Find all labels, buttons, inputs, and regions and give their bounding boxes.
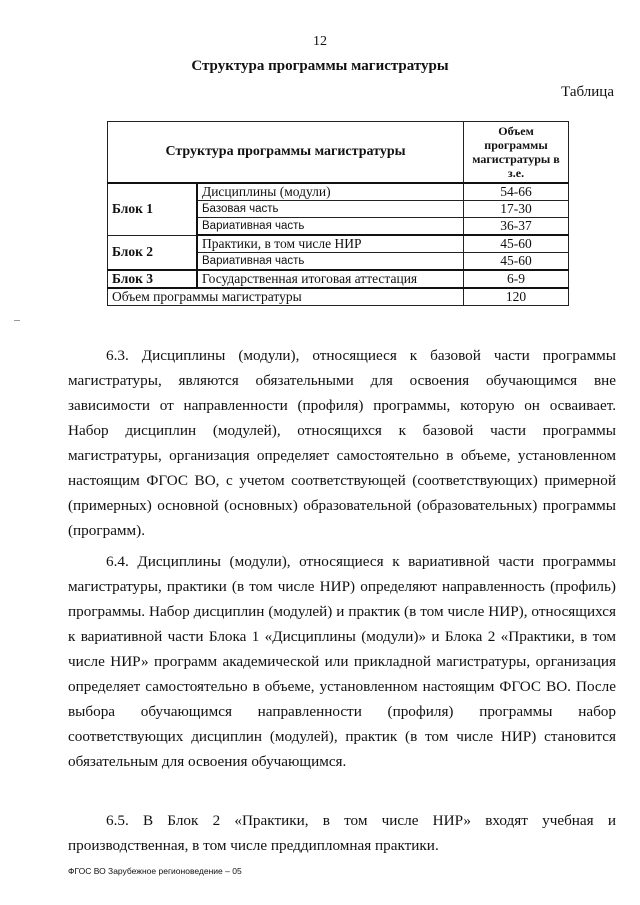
total-value: 120 [464, 288, 569, 306]
table-row [108, 183, 569, 201]
table-row [108, 235, 569, 253]
table-label: Таблица [561, 84, 614, 100]
table-header-row [108, 122, 569, 184]
row-name: Вариативная часть [197, 218, 464, 236]
row-name: Базовая часть [197, 201, 464, 218]
paragraph-6-3 [68, 343, 616, 543]
block-cell: Блок 3 [108, 270, 198, 288]
row-value: 6-9 [464, 270, 569, 288]
footer-note: ФГОС ВО Зарубежное регионоведение – 05 [68, 866, 242, 876]
paragraph-text: 6.5. В Блок 2 «Практики, в том числе НИР» входят учебная и производственная, в том числе преддипломная практики. [68, 812, 616, 854]
table-total-row [108, 288, 569, 306]
paragraph-text: 6.3. Дисциплины (модули), относящиеся к базовой части программы магистратуры, являются обязательными для освоения обучающимся вне зависимости от направленности (профиля) программы, которую он осваивает. Набор дисциплин (модулей), относящихся к базовой части программы магистратуры, организация определяет самостоятельно в объеме, установленном настоящим ФГОС ВО, с учетом соответствующей (соответствующих) примерной (примерных) основной (основных) образовательной (образовательных) программы (программ). [68, 347, 616, 539]
row-name: Дисциплины (модули) [197, 183, 464, 201]
paragraph-text: 6.4. Дисциплины (модули), относящиеся к вариативной части программы магистратуры, практики (в том числе НИР) определяют направленность (профиль) программы. Набор дисциплин (модулей) и практик (в том числе НИР), относящихся к вариативной части Блока 1 «Дисциплины (модули)» и Блока 2 «Практики, в том числе НИР» программ академической или прикладной магистратуры, организация определяет самостоятельно в объеме, установленном настоящим ФГОС ВО. После выбора обучающимся направленности (профиля) программы набор соответствующих дисциплин (модулей), практик (в том числе НИР) становится обязательным для освоения обучающимся. [68, 553, 616, 770]
row-value: 36-37 [464, 218, 569, 236]
row-value: 54-66 [464, 183, 569, 201]
row-value: 45-60 [464, 235, 569, 253]
row-value: 45-60 [464, 253, 569, 271]
row-name: Вариативная часть [197, 253, 464, 271]
page-number: 12 [313, 34, 327, 49]
row-name: Практики, в том числе НИР [197, 235, 464, 253]
block-cell: Блок 2 [108, 235, 198, 270]
structure-table [107, 121, 569, 306]
total-label: Объем программы магистратуры [108, 288, 464, 306]
table-row [108, 270, 569, 288]
paragraph-6-4 [68, 549, 616, 774]
margin-tick [14, 320, 20, 321]
header-volume: Объем программы магистратуры в з.е. [464, 122, 569, 184]
page-title: Структура программы магистратуры [191, 58, 449, 74]
block-cell: Блок 1 [108, 183, 198, 235]
paragraph-6-5 [68, 808, 616, 858]
row-value: 17-30 [464, 201, 569, 218]
row-name: Государственная итоговая аттестация [197, 270, 464, 288]
header-structure: Структура программы магистратуры [108, 122, 464, 184]
